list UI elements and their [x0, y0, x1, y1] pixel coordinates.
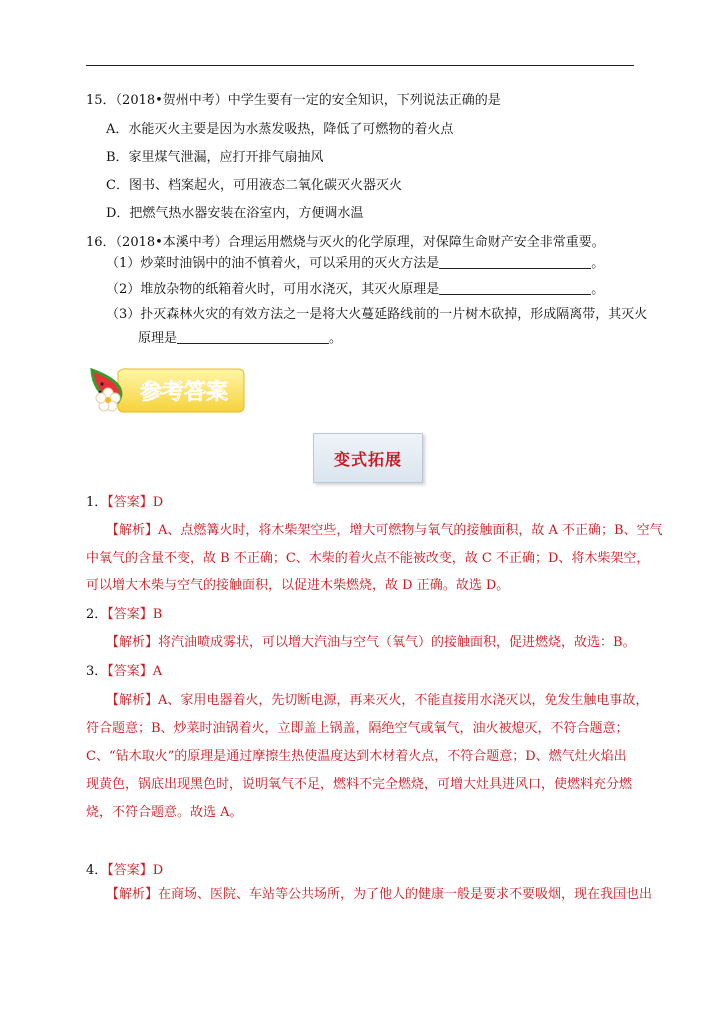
answer-3 [86, 663, 162, 681]
answer-number: 3． [86, 664, 108, 679]
answer-label: 【答案】 [107, 863, 153, 878]
answer-1-analysis-line-1 [106, 522, 663, 540]
part-text: （1）炒菜时油锅中的油不慎着火，可以采用的灭火方法是 [106, 256, 440, 271]
reference-answer-badge [88, 362, 246, 418]
answer-3-analysis-line-2: 符合题意；B、炒菜时油锅着火，立即盖上锅盖，隔绝空气或氧气，油火被熄灭，不符合题意； [86, 721, 629, 736]
answer-3-analysis-line-4: 现黄色，锅底出现黑色时，说明氧气不足，燃料不完全燃烧，可增大灶具进风口，使燃料充分燃 [86, 777, 633, 792]
answer-3-analysis-line-3: C、“钻木取火”的原理是通过摩擦生热使温度达到木材着火点，不符合题意；D、燃气灶火焰出 [86, 749, 627, 764]
part-text: （2）堆放杂物的纸箱着火时，可用水浇灭，其灭火原理是 [106, 282, 440, 297]
question-16-part-1 [106, 255, 604, 273]
analysis-text: 将汽油喷成雾状，可以增大汽油与空气（氧气）的接触面积，促进燃烧，故选：B。 [158, 635, 636, 650]
analysis-text: A、家用电器着火，先切断电源，再来灭火，不能直接用水浇灭以，免发生触电事故， [158, 693, 649, 708]
answer-3-analysis-line-5: 烧，不符合题意。故选 A。 [86, 805, 243, 820]
answer-blank[interactable] [439, 255, 591, 269]
analysis-text: 在商场、医院、车站等公共场所，为了他人的健康一般是要求不要吸烟，现在我国也出 [158, 887, 653, 902]
section-title: 变式拓展 [333, 449, 402, 469]
part-end: 。 [329, 331, 343, 346]
answer-2-analysis-line-1 [106, 634, 636, 652]
answer-1 [86, 494, 163, 512]
answer-4 [86, 862, 163, 880]
answer-1-analysis-line-2: 中氧气的含量不变，故 B 不正确；C、木柴的着火点不能被改变，故 C 不正确；D、将木柴架空， [86, 551, 650, 566]
question-15-option-a: A．水能灭火主要是因为水蒸发吸热，降低了可燃物的着火点 [106, 122, 454, 137]
header-rule [86, 65, 634, 66]
question-16-part-3-cont [138, 330, 342, 348]
question-15-option-d: D．把燃气热水器安装在浴室内，方便调水温 [106, 206, 364, 221]
answer-value: B [152, 607, 163, 622]
answer-2 [86, 606, 162, 624]
answer-value: D [152, 863, 164, 878]
answer-value: A [152, 664, 163, 679]
answer-1-analysis-line-3: 可以增大木柴与空气的接触面积，以促进木柴燃烧，故 D 正确。故选 D。 [86, 578, 510, 593]
answer-4-analysis-line-1 [106, 886, 652, 904]
analysis-label: 【解析】 [106, 887, 159, 902]
answer-number: 1． [86, 495, 108, 510]
answer-3-analysis-line-1 [106, 692, 648, 710]
answer-blank[interactable] [439, 281, 591, 295]
answer-label: 【答案】 [107, 607, 153, 622]
answer-label: 【答案】 [107, 495, 153, 510]
part-end: 。 [591, 282, 605, 297]
section-title-box [313, 433, 423, 483]
analysis-text: A、点燃篝火时，将木柴架空些，增大可燃物与氧气的接触面积，故 A 不正确；B、空气 [158, 523, 663, 538]
question-15-stem: 15．（2018•贺州中考）中学生要有一定的安全知识，下列说法正确的是 [86, 93, 501, 108]
part-end: 。 [591, 256, 605, 271]
question-15-option-b: B．家里煤气泄漏，应打开排气扇抽风 [106, 150, 324, 165]
answer-number: 4． [86, 863, 108, 878]
answer-blank[interactable] [177, 330, 329, 344]
question-16-part-2 [106, 281, 604, 299]
answer-label: 【答案】 [107, 664, 153, 679]
question-16-part-3: （3）扑灭森林火灾的有效方法之一是将大火蔓延路线前的一片树木砍掉，形成隔离带，其灭火 [106, 307, 648, 322]
answer-value: D [152, 495, 164, 510]
part-cont: 原理是 [138, 331, 178, 346]
question-15-option-c: C．图书、档案起火，可用液态二氧化碳灭火器灭火 [106, 178, 402, 193]
answer-number: 2． [86, 607, 108, 622]
badge-text: 参考答案 [139, 380, 229, 405]
analysis-label: 【解析】 [106, 523, 159, 538]
analysis-label: 【解析】 [106, 693, 159, 708]
analysis-label: 【解析】 [106, 635, 159, 650]
question-16-stem: 16．（2018•本溪中考）合理运用燃烧与灭火的化学原理，对保障生命财产安全非常重要。 [86, 235, 605, 250]
